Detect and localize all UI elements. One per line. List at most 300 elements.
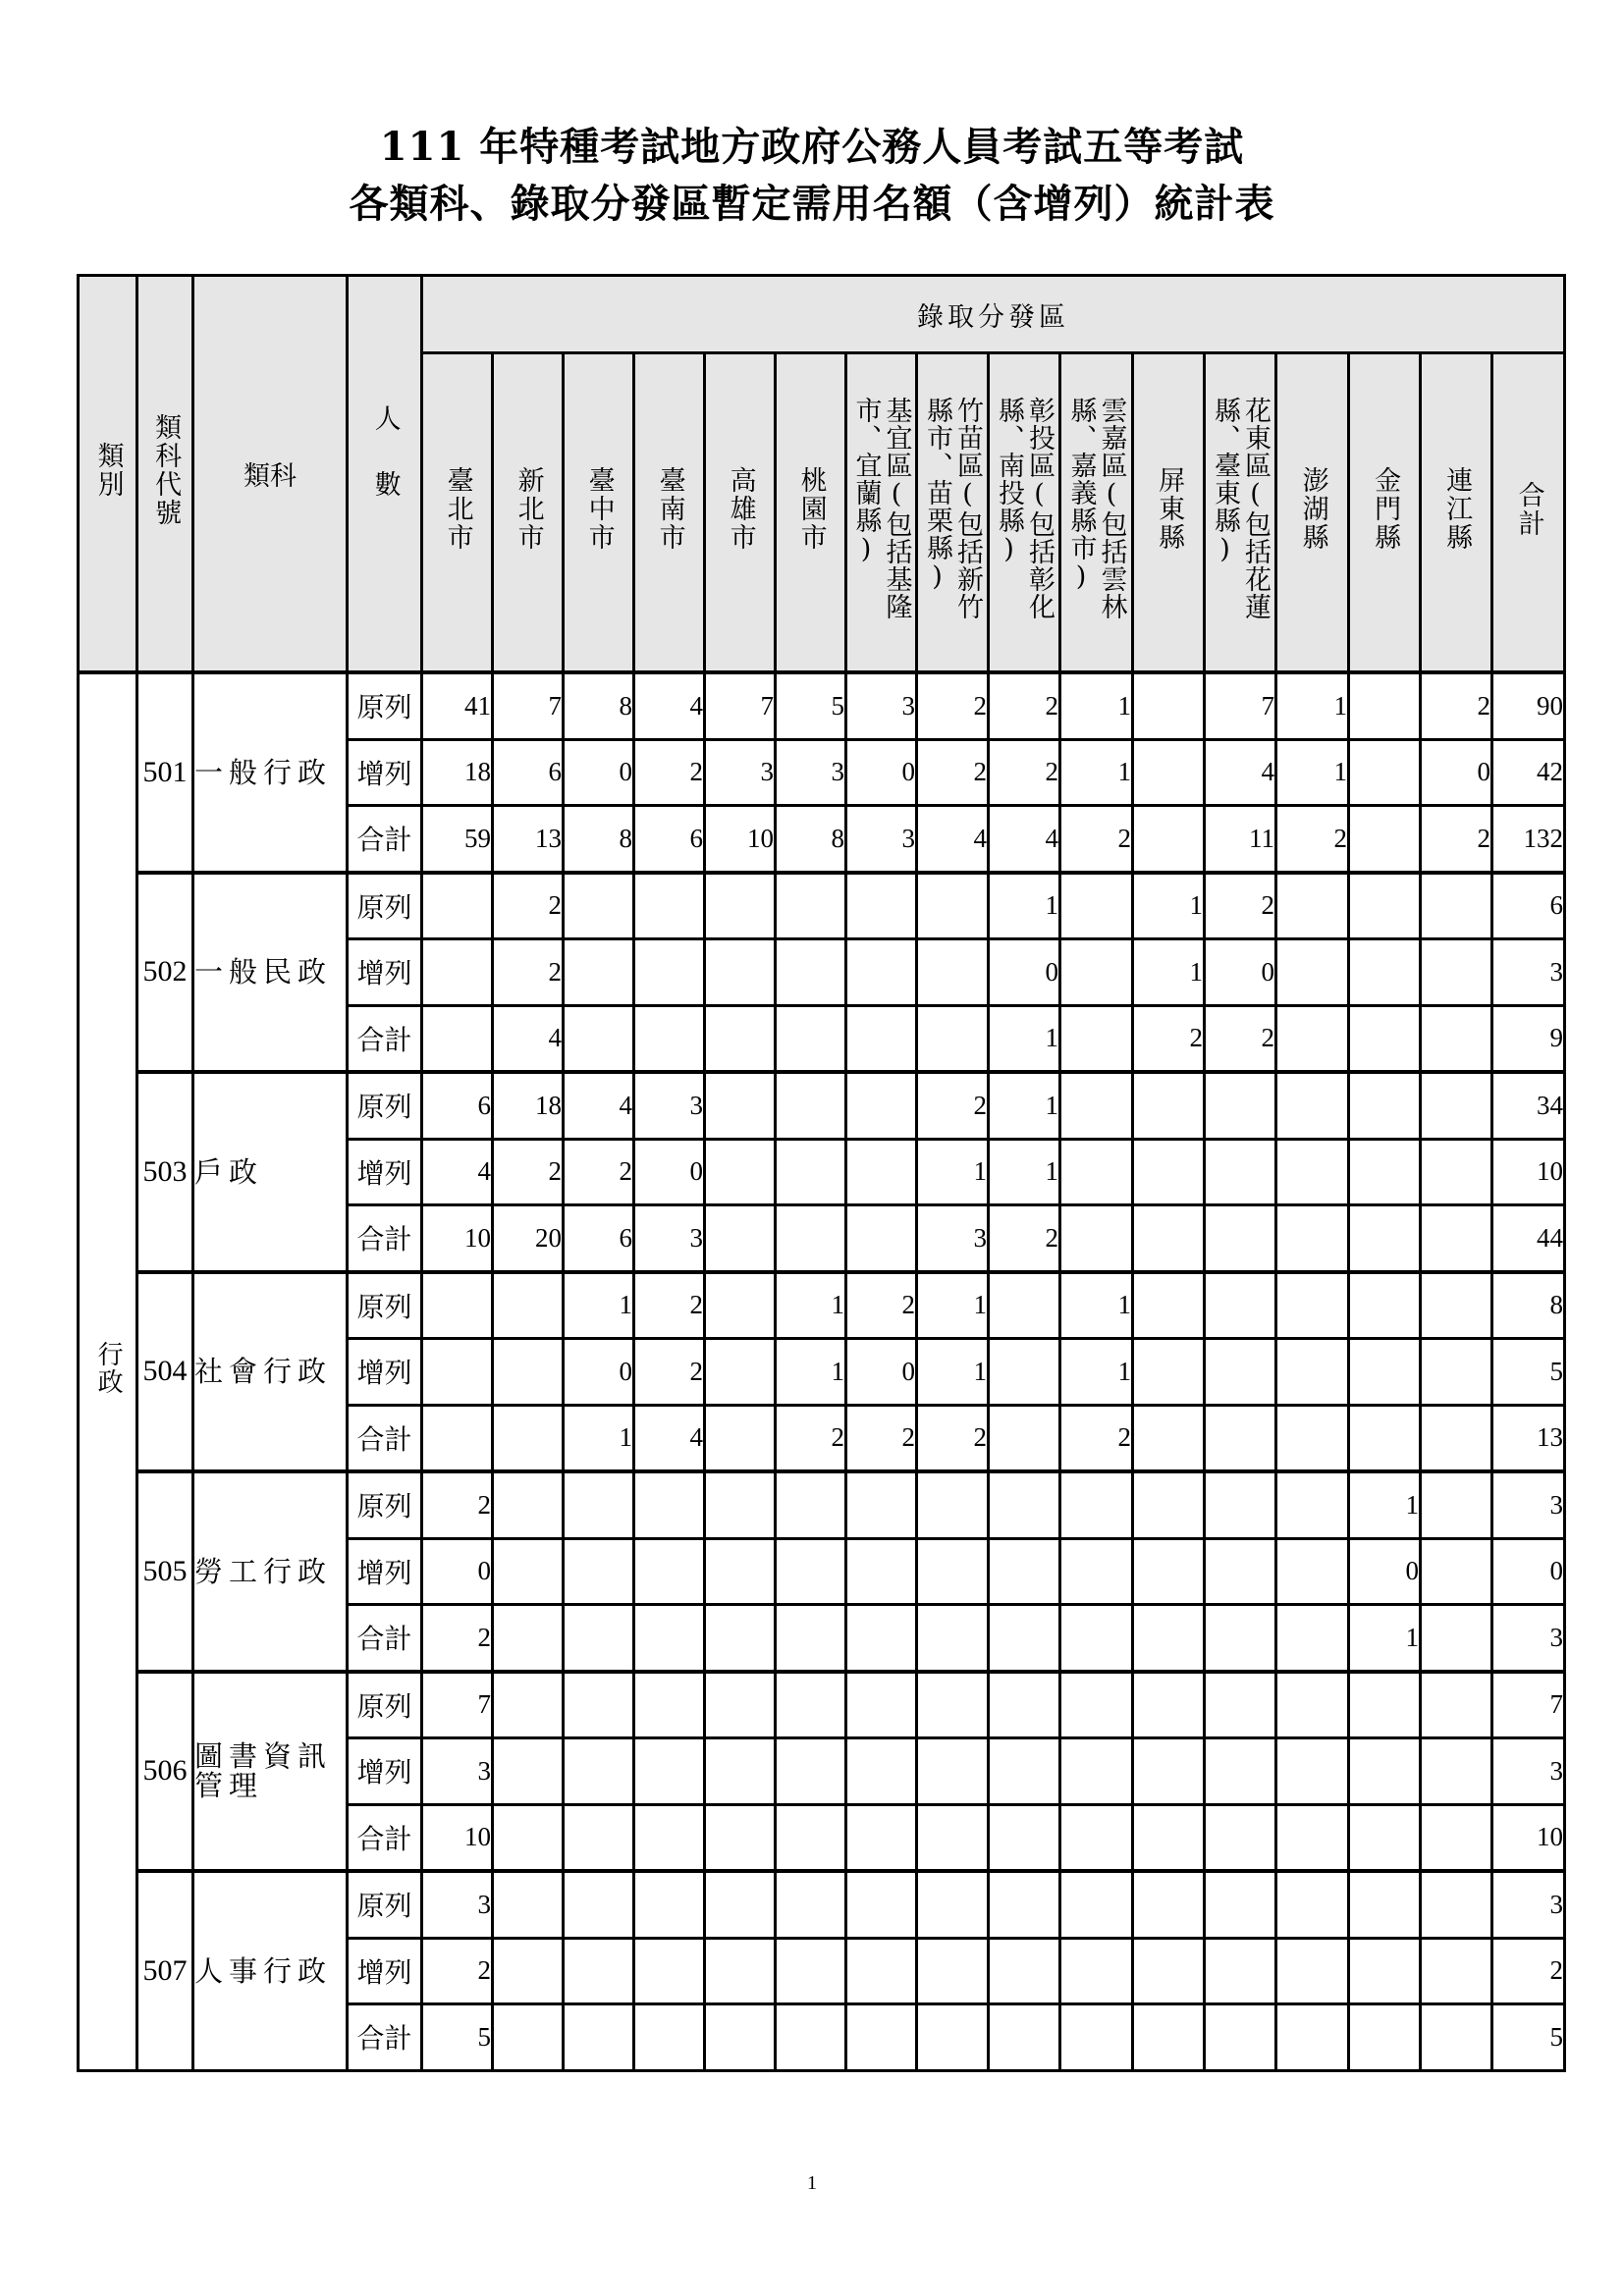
- row-total-cell: 132: [1492, 806, 1565, 873]
- quota-cell: [776, 1871, 846, 1938]
- row-total-cell: 44: [1492, 1205, 1565, 1272]
- quota-cell: [1133, 1605, 1205, 1672]
- quota-cell: 2: [634, 739, 705, 806]
- quota-cell: [705, 1139, 776, 1205]
- quota-cell: [1349, 1871, 1421, 1938]
- quota-cell: [989, 1938, 1060, 2004]
- quota-cell: [1276, 1538, 1349, 1605]
- quota-cell: 4: [493, 1005, 564, 1072]
- quota-cell: [564, 1005, 634, 1072]
- quota-cell: 1: [917, 1339, 989, 1406]
- quota-cell: [1060, 1471, 1133, 1538]
- quota-cell: [564, 1605, 634, 1672]
- quota-cell: [846, 1072, 917, 1139]
- quota-cell: [1421, 873, 1492, 939]
- quota-cell: 13: [493, 806, 564, 873]
- row-total-cell: 3: [1492, 1605, 1565, 1672]
- quota-cell: [1133, 1272, 1205, 1339]
- quota-cell: 7: [493, 672, 564, 739]
- quota-cell: [846, 873, 917, 939]
- row-total-cell: 3: [1492, 939, 1565, 1006]
- quota-cell: [705, 1871, 776, 1938]
- quota-cell: 4: [1205, 739, 1276, 806]
- quota-cell: [776, 1672, 846, 1738]
- quota-cell: [989, 1538, 1060, 1605]
- quota-cell: [1349, 1205, 1421, 1272]
- quota-cell: [776, 1139, 846, 1205]
- quota-cell: [989, 1738, 1060, 1805]
- subject-code: 504: [137, 1272, 193, 1472]
- quota-cell: [1205, 1938, 1276, 2004]
- row-total-cell: 2: [1492, 1938, 1565, 2004]
- quota-cell: [1205, 1471, 1276, 1538]
- quota-cell: [776, 1072, 846, 1139]
- quota-cell: [917, 1672, 989, 1738]
- quota-cell: [634, 2004, 705, 2071]
- quota-cell: 0: [846, 739, 917, 806]
- quota-cell: [1205, 2004, 1276, 2071]
- quota-cell: [422, 1272, 493, 1339]
- quota-cell: 2: [493, 873, 564, 939]
- quota-cell: [776, 1471, 846, 1538]
- quota-cell: 1: [1060, 672, 1133, 739]
- quota-cell: [564, 1471, 634, 1538]
- quota-cell: [1205, 1205, 1276, 1272]
- quota-cell: [564, 939, 634, 1006]
- row-type-label: 原列: [348, 672, 422, 739]
- quota-cell: 0: [422, 1538, 493, 1605]
- header-region: 臺北市: [422, 353, 493, 673]
- quota-cell: [1133, 672, 1205, 739]
- quota-cell: [705, 1005, 776, 1072]
- quota-cell: [705, 1605, 776, 1672]
- quota-cell: [1421, 1272, 1492, 1339]
- quota-cell: [564, 1871, 634, 1938]
- quota-cell: [1205, 1139, 1276, 1205]
- quota-cell: [776, 1738, 846, 1805]
- quota-cell: [1349, 739, 1421, 806]
- quota-cell: 5: [776, 672, 846, 739]
- quota-cell: [1060, 1005, 1133, 1072]
- quota-cell: 2: [634, 1339, 705, 1406]
- quota-cell: [1349, 806, 1421, 873]
- quota-cell: [989, 1272, 1060, 1339]
- quota-cell: [1349, 1938, 1421, 2004]
- quota-cell: [1421, 1605, 1492, 1672]
- subject-name: 一般行政: [193, 672, 348, 873]
- quota-cell: [564, 2004, 634, 2071]
- quota-cell: [1276, 1804, 1349, 1871]
- quota-cell: [422, 939, 493, 1006]
- row-type-label: 合計: [348, 1605, 422, 1672]
- row-total-cell: 3: [1492, 1871, 1565, 1938]
- quota-cell: [917, 2004, 989, 2071]
- quota-cell: [564, 1804, 634, 1871]
- quota-cell: [1060, 1139, 1133, 1205]
- quota-cell: 2: [634, 1272, 705, 1339]
- quota-cell: 1: [917, 1139, 989, 1205]
- row-type-label: 增列: [348, 1139, 422, 1205]
- quota-cell: [1205, 1272, 1276, 1339]
- quota-cell: 3: [846, 806, 917, 873]
- quota-cell: 2: [1421, 672, 1492, 739]
- quota-cell: 1: [776, 1339, 846, 1406]
- quota-cell: 1: [1060, 739, 1133, 806]
- quota-cell: 1: [989, 1005, 1060, 1072]
- quota-cell: [1276, 1938, 1349, 2004]
- quota-cell: [846, 1804, 917, 1871]
- quota-cell: 2: [1276, 806, 1349, 873]
- quota-cell: [493, 1605, 564, 1672]
- subject-name: 勞工行政: [193, 1471, 348, 1672]
- quota-cell: [705, 1672, 776, 1738]
- quota-cell: [917, 939, 989, 1006]
- row-type-label: 增列: [348, 1738, 422, 1805]
- row-type-label: 合計: [348, 1804, 422, 1871]
- quota-cell: [846, 939, 917, 1006]
- row-type-label: 合計: [348, 2004, 422, 2071]
- row-type-label: 合計: [348, 1405, 422, 1471]
- quota-cell: [1205, 1405, 1276, 1471]
- row-type-label: 原列: [348, 1272, 422, 1339]
- subject-name: 社會行政: [193, 1272, 348, 1472]
- row-type-label: 合計: [348, 1005, 422, 1072]
- quota-cell: [1205, 1738, 1276, 1805]
- quota-cell: [1133, 1205, 1205, 1272]
- row-total-cell: 3: [1492, 1738, 1565, 1805]
- quota-cell: [1421, 1804, 1492, 1871]
- quota-cell: 2: [917, 739, 989, 806]
- quota-cell: [846, 1471, 917, 1538]
- row-total-cell: 3: [1492, 1471, 1565, 1538]
- quota-cell: [705, 2004, 776, 2071]
- quota-cell: 6: [493, 739, 564, 806]
- quota-cell: 1: [1060, 1339, 1133, 1406]
- row-type-label: 原列: [348, 1871, 422, 1938]
- quota-cell: 2: [493, 939, 564, 1006]
- quota-cell: 18: [422, 739, 493, 806]
- quota-cell: [846, 1139, 917, 1205]
- quota-cell: [776, 1538, 846, 1605]
- quota-cell: [634, 1804, 705, 1871]
- quota-cell: [1205, 1804, 1276, 1871]
- quota-cell: [1060, 1938, 1133, 2004]
- quota-cell: 2: [493, 1139, 564, 1205]
- quota-cell: 0: [1421, 739, 1492, 806]
- quota-cell: [1421, 1938, 1492, 2004]
- quota-cell: 2: [422, 1938, 493, 2004]
- quota-cell: [493, 1538, 564, 1605]
- quota-cell: 3: [634, 1072, 705, 1139]
- subject-code: 505: [137, 1471, 193, 1672]
- header-region: 桃園市: [776, 353, 846, 673]
- quota-cell: 2: [989, 672, 1060, 739]
- quota-cell: [422, 1405, 493, 1471]
- row-type-label: 增列: [348, 1538, 422, 1605]
- quota-cell: [1133, 2004, 1205, 2071]
- quota-cell: 0: [1205, 939, 1276, 1006]
- quota-cell: [1349, 1405, 1421, 1471]
- quota-cell: [705, 939, 776, 1006]
- quota-cell: [1060, 1871, 1133, 1938]
- quota-cell: [1276, 1871, 1349, 1938]
- header-category: 類別: [79, 276, 137, 673]
- quota-cell: [1421, 1005, 1492, 1072]
- row-type-label: 增列: [348, 1339, 422, 1406]
- row-type-label: 原列: [348, 1471, 422, 1538]
- document-title-line-2: 各類科、錄取分發區暫定需用名額（含增列）統計表: [349, 181, 1275, 227]
- row-total-cell: 10: [1492, 1139, 1565, 1205]
- quota-cell: 1: [917, 1272, 989, 1339]
- quota-cell: 6: [634, 806, 705, 873]
- quota-cell: [917, 1538, 989, 1605]
- quota-cell: [776, 939, 846, 1006]
- quota-cell: [634, 1538, 705, 1605]
- quota-cell: 0: [634, 1139, 705, 1205]
- quota-cell: [493, 1672, 564, 1738]
- quota-cell: [1421, 1339, 1492, 1406]
- table-row: [79, 672, 1565, 739]
- header-region: 連江縣: [1421, 353, 1492, 673]
- quota-cell: 2: [564, 1139, 634, 1205]
- quota-cell: 4: [634, 672, 705, 739]
- quota-cell: 1: [989, 1139, 1060, 1205]
- quota-cell: 2: [1060, 806, 1133, 873]
- quota-cell: 3: [846, 672, 917, 739]
- quota-cell: [846, 1538, 917, 1605]
- quota-cell: [776, 1205, 846, 1272]
- subject-code: 501: [137, 672, 193, 873]
- quota-cell: 3: [422, 1738, 493, 1805]
- quota-cell: 2: [1060, 1405, 1133, 1471]
- quota-cell: 2: [989, 1205, 1060, 1272]
- quota-cell: [846, 1605, 917, 1672]
- quota-cell: 2: [422, 1605, 493, 1672]
- quota-cell: [1276, 1272, 1349, 1339]
- quota-cell: [493, 1938, 564, 2004]
- header-headcount: 人數: [348, 276, 422, 673]
- quota-cell: [1205, 1538, 1276, 1605]
- quota-cell: [1060, 873, 1133, 939]
- header-region: 彰投區(包括彰化縣、南投縣): [989, 353, 1060, 673]
- quota-cell: 2: [776, 1405, 846, 1471]
- quota-cell: [493, 1871, 564, 1938]
- quota-cell: [1276, 1339, 1349, 1406]
- quota-cell: 1: [1276, 739, 1349, 806]
- quota-cell: [1133, 1672, 1205, 1738]
- header-region: 金門縣: [1349, 353, 1421, 673]
- quota-cell: [1133, 1072, 1205, 1139]
- quota-cell: 2: [846, 1272, 917, 1339]
- quota-cell: [1276, 1405, 1349, 1471]
- subject-code: 506: [137, 1672, 193, 1872]
- quota-cell: [1060, 1072, 1133, 1139]
- quota-cell: [705, 1938, 776, 2004]
- quota-cell: [989, 1405, 1060, 1471]
- table-row: [79, 1272, 1565, 1339]
- row-total-cell: 7: [1492, 1672, 1565, 1738]
- page-number: 1: [807, 2172, 817, 2194]
- quota-cell: [1205, 1871, 1276, 1938]
- quota-cell: [846, 1738, 917, 1805]
- quota-cell: [1349, 1804, 1421, 1871]
- quota-cell: [705, 1804, 776, 1871]
- quota-cell: [634, 1672, 705, 1738]
- header-region: 基宜區(包括基隆市、宜蘭縣): [846, 353, 917, 673]
- quota-cell: [705, 1339, 776, 1406]
- quota-cell: [634, 1938, 705, 2004]
- header-region: 花東區(包括花蓮縣、臺東縣): [1205, 353, 1276, 673]
- quota-cell: 7: [705, 672, 776, 739]
- quota-cell: 4: [917, 806, 989, 873]
- quota-cell: 7: [422, 1672, 493, 1738]
- quota-cell: [1276, 939, 1349, 1006]
- subject-name: 戶政: [193, 1072, 348, 1272]
- quota-cell: [1349, 1005, 1421, 1072]
- header-region: 高雄市: [705, 353, 776, 673]
- quota-cell: [1421, 2004, 1492, 2071]
- quota-cell: [493, 1804, 564, 1871]
- quota-cell: [564, 1938, 634, 2004]
- quota-cell: [1060, 1538, 1133, 1605]
- quota-cell: [776, 1005, 846, 1072]
- quota-cell: [1276, 1738, 1349, 1805]
- quota-cell: [989, 1672, 1060, 1738]
- quota-cell: [1133, 806, 1205, 873]
- row-type-label: 增列: [348, 1938, 422, 2004]
- quota-cell: [1060, 2004, 1133, 2071]
- quota-cell: [705, 1471, 776, 1538]
- quota-cell: [989, 1804, 1060, 1871]
- header-region-group: 錄取分發區: [422, 276, 1565, 353]
- row-total-cell: 5: [1492, 1339, 1565, 1406]
- quota-cell: [1060, 1672, 1133, 1738]
- quota-cell: [1421, 1139, 1492, 1205]
- quota-cell: [917, 1005, 989, 1072]
- header-code: 類科代號: [137, 276, 193, 673]
- quota-cell: [1421, 1072, 1492, 1139]
- quota-cell: [564, 1672, 634, 1738]
- quota-cell: 2: [846, 1405, 917, 1471]
- quota-cell: 10: [422, 1804, 493, 1871]
- quota-cell: [1349, 1738, 1421, 1805]
- quota-cell: [917, 1471, 989, 1538]
- quota-cell: [705, 1538, 776, 1605]
- quota-cell: 7: [1205, 672, 1276, 739]
- quota-cell: [1349, 873, 1421, 939]
- subject-name: 圖書資訊管理: [193, 1672, 348, 1872]
- header-region: 屏東縣: [1133, 353, 1205, 673]
- quota-cell: 2: [422, 1471, 493, 1538]
- quota-cell: 18: [493, 1072, 564, 1139]
- quota-cell: [634, 1471, 705, 1538]
- quota-cell: [1060, 1804, 1133, 1871]
- quota-cell: 1: [1349, 1471, 1421, 1538]
- quota-cell: [1421, 1672, 1492, 1738]
- subject-name: 一般民政: [193, 873, 348, 1073]
- quota-cell: 3: [705, 739, 776, 806]
- quota-cell: [1276, 2004, 1349, 2071]
- quota-cell: 1: [1060, 1272, 1133, 1339]
- quota-cell: 41: [422, 672, 493, 739]
- quota-cell: [634, 939, 705, 1006]
- quota-cell: [1133, 1471, 1205, 1538]
- quota-cell: [705, 1072, 776, 1139]
- row-total-cell: 90: [1492, 672, 1565, 739]
- quota-cell: 2: [989, 739, 1060, 806]
- quota-cell: 2: [1205, 873, 1276, 939]
- quota-cell: [634, 1738, 705, 1805]
- quota-cell: [1205, 1339, 1276, 1406]
- header-region: 臺南市: [634, 353, 705, 673]
- quota-cell: 1: [1133, 939, 1205, 1006]
- quota-cell: [422, 1339, 493, 1406]
- quota-cell: 1: [564, 1405, 634, 1471]
- quota-cell: [1060, 939, 1133, 1006]
- quota-cell: [422, 873, 493, 939]
- quota-cell: 3: [422, 1871, 493, 1938]
- quota-cell: [1276, 873, 1349, 939]
- quota-cell: [1133, 1139, 1205, 1205]
- quota-cell: [989, 1339, 1060, 1406]
- table-row: [79, 873, 1565, 939]
- quota-cell: 2: [1205, 1005, 1276, 1072]
- quota-cell: [1205, 1605, 1276, 1672]
- quota-cell: [989, 2004, 1060, 2071]
- quota-cell: [493, 1272, 564, 1339]
- quota-cell: [705, 1272, 776, 1339]
- subject-name: 人事行政: [193, 1871, 348, 2070]
- quota-cell: 11: [1205, 806, 1276, 873]
- header-region: 臺中市: [564, 353, 634, 673]
- row-type-label: 增列: [348, 739, 422, 806]
- quota-cell: 1: [564, 1272, 634, 1339]
- quota-cell: [1349, 2004, 1421, 2071]
- quota-cell: [705, 873, 776, 939]
- quota-cell: [776, 1938, 846, 2004]
- quota-cell: [1276, 1471, 1349, 1538]
- quota-cell: [634, 1005, 705, 1072]
- quota-cell: [776, 1804, 846, 1871]
- quota-cell: [917, 1738, 989, 1805]
- quota-table: [77, 274, 1566, 2072]
- row-total-cell: 13: [1492, 1405, 1565, 1471]
- quota-cell: [1133, 1405, 1205, 1471]
- row-total-cell: 5: [1492, 2004, 1565, 2071]
- quota-cell: 1: [1276, 672, 1349, 739]
- row-total-cell: 42: [1492, 739, 1565, 806]
- category-cell: 行政: [79, 672, 137, 2070]
- quota-cell: [1276, 1205, 1349, 1272]
- quota-cell: [1349, 1139, 1421, 1205]
- quota-cell: [846, 2004, 917, 2071]
- table-row: [79, 1072, 1565, 1139]
- quota-cell: [1276, 1072, 1349, 1139]
- quota-cell: [634, 1605, 705, 1672]
- quota-cell: [1276, 1672, 1349, 1738]
- quota-cell: [1421, 939, 1492, 1006]
- quota-cell: [846, 1005, 917, 1072]
- quota-cell: [989, 1871, 1060, 1938]
- quota-cell: 59: [422, 806, 493, 873]
- quota-cell: 0: [564, 1339, 634, 1406]
- quota-cell: [1060, 1205, 1133, 1272]
- header-region: 竹苗區(包括新竹縣市、苗栗縣): [917, 353, 989, 673]
- quota-cell: 0: [564, 739, 634, 806]
- quota-cell: [846, 1672, 917, 1738]
- row-type-label: 原列: [348, 1072, 422, 1139]
- row-type-label: 合計: [348, 806, 422, 873]
